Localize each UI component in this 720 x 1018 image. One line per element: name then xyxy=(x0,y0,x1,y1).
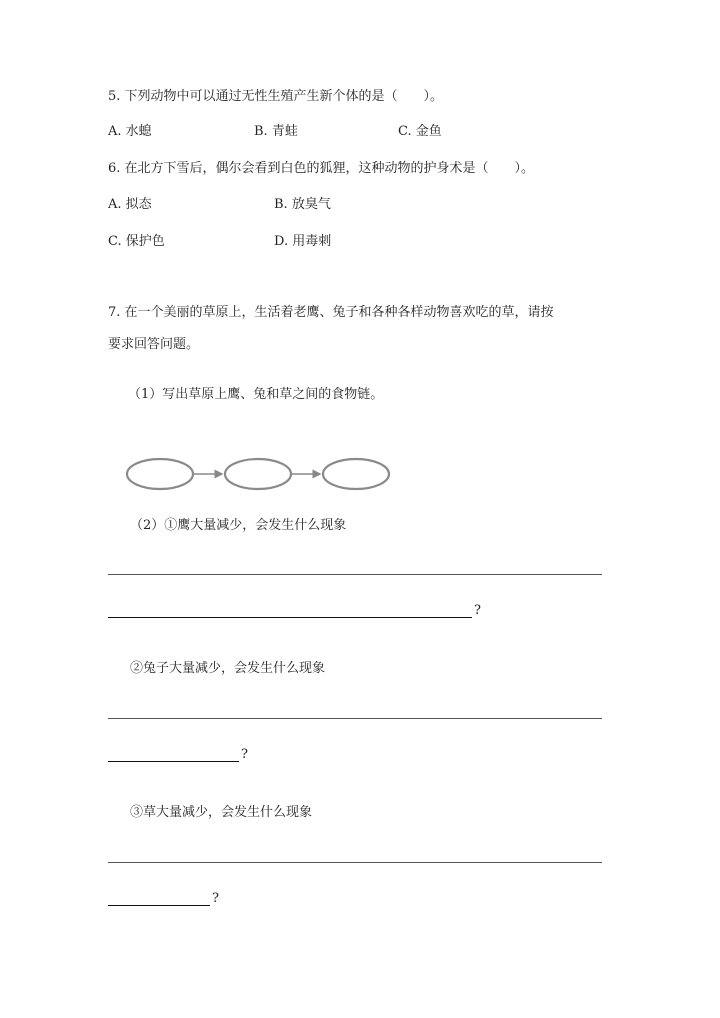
food-chain-slot-2[interactable] xyxy=(225,459,291,489)
answer-line[interactable] xyxy=(108,862,602,863)
question-7-text-line1: 7. 在一个美丽的草原上，生活着老鹰、兔子和各种各样动物喜欢吃的草，请按 xyxy=(108,305,554,320)
question-6-text: 6. 在北方下雪后，偶尔会看到白色的狐狸，这种动物的护身术是（ ）。 xyxy=(108,161,535,176)
answer-line[interactable] xyxy=(108,574,602,575)
answer-line[interactable] xyxy=(108,718,602,719)
question-6-option-d[interactable]: D. 用毒刺 xyxy=(274,234,332,249)
food-chain-slot-3[interactable] xyxy=(323,459,389,489)
question-7-part1: （1）写出草原上鹰、兔和草之间的食物链。 xyxy=(128,387,384,402)
question-5-option-c[interactable]: C. 金鱼 xyxy=(398,124,442,139)
question-7-text-line2: 要求回答问题。 xyxy=(108,337,200,352)
question-5-option-a[interactable]: A. 水螅 xyxy=(108,124,152,139)
answer-underline[interactable] xyxy=(108,905,210,906)
question-mark: ? xyxy=(241,747,248,762)
answer-underline[interactable] xyxy=(108,617,472,618)
question-6-option-c[interactable]: C. 保护色 xyxy=(108,234,165,249)
question-mark: ? xyxy=(212,891,219,906)
question-7-part2c: ③草大量减少，会发生什么现象 xyxy=(130,805,313,820)
food-chain-diagram xyxy=(124,455,396,495)
question-6-option-b[interactable]: B. 放臭气 xyxy=(274,197,331,212)
food-chain-slot-1[interactable] xyxy=(127,459,193,489)
question-7-part2a: （2）①鹰大量减少，会发生什么现象 xyxy=(130,518,347,533)
answer-underline[interactable] xyxy=(108,761,239,762)
question-7-part2b: ②兔子大量减少，会发生什么现象 xyxy=(130,661,326,676)
question-6-option-a[interactable]: A. 拟态 xyxy=(108,197,152,212)
question-mark: ? xyxy=(474,603,481,618)
question-5-option-b[interactable]: B. 青蛙 xyxy=(254,124,298,139)
question-5-text: 5. 下列动物中可以通过无性生殖产生新个体的是（ ）。 xyxy=(108,89,444,104)
